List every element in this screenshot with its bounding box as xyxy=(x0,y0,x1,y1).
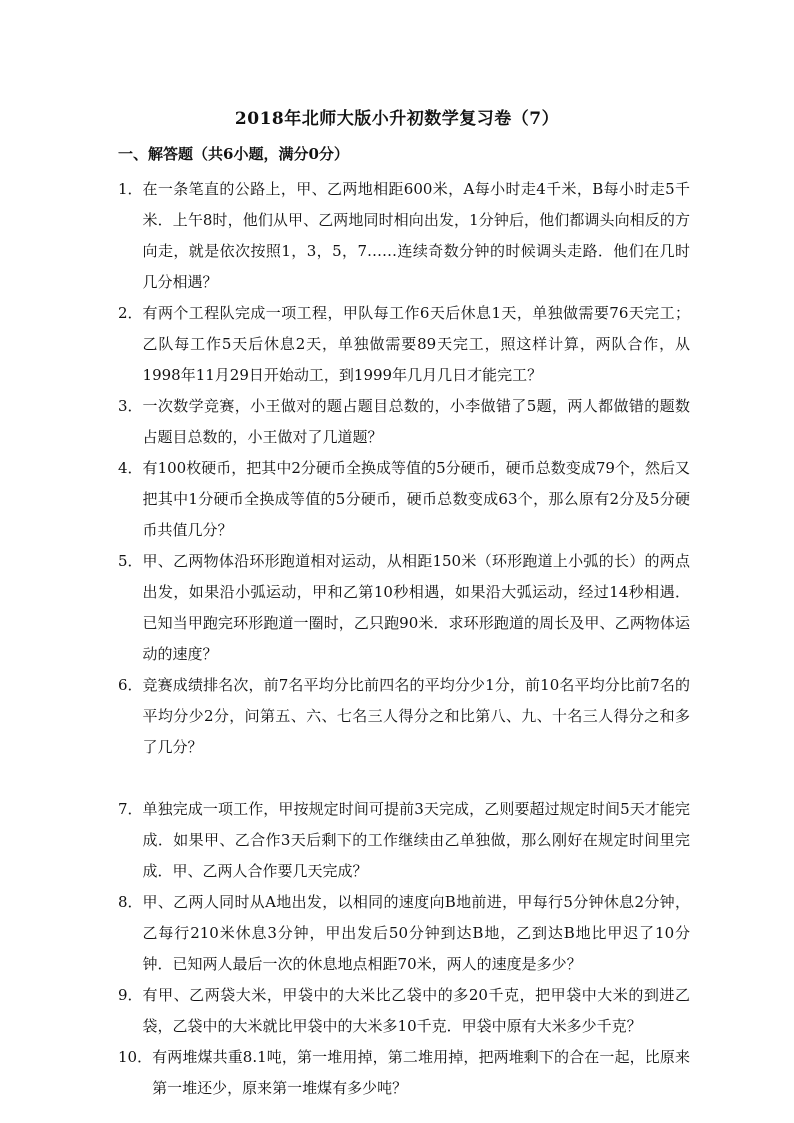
question-number: 10． xyxy=(118,1048,153,1066)
question-text: 甲、乙两物体沿环形跑道相对运动，从相距150米（环形跑道上小弧的长）的两点出发，如果沿小弧运动，甲和乙第10秒相遇，如果沿大弧运动，经过14秒相遇．已知当甲跑完环形跑道一圈时，乙只跑90米．求环形跑道的周长及甲、乙两物体运动的速度？ xyxy=(142,552,690,663)
question-text: 在一条笔直的公路上，甲、乙两地相距600米，A每小时走4千米，B每小时走5千米．上午8时，他们从甲、乙两地同时相向出发，1分钟后，他们都调头向相反的方向走，就是依次按照1，3，5，7……连续奇数分钟的时候调头走路．他们在几时几分相遇？ xyxy=(142,180,690,291)
question-number: 3． xyxy=(118,397,143,415)
question-number: 2． xyxy=(118,304,143,322)
question-text: 一次数学竞赛，小王做对的题占题目总数的，小李做错了5题，两人都做错的题数占题目总数的，小王做对了几道题？ xyxy=(142,397,690,446)
question-3 xyxy=(118,391,690,453)
question-9 xyxy=(118,980,690,1042)
question-number: 8． xyxy=(118,893,143,911)
question-text: 竞赛成绩排名次，前7名平均分比前四名的平均分少1分，前10名平均分比前7名的平均分少2分，问第五、六、七名三人得分之和比第八、九、十名三人得分之和多了几分？ xyxy=(142,676,690,756)
question-number: 1． xyxy=(118,180,143,198)
question-4 xyxy=(118,453,690,546)
question-6 xyxy=(118,670,690,763)
question-text: 有甲、乙两袋大米，甲袋中的大米比乙袋中的多20千克，把甲袋中大米的到进乙袋，乙袋中的大米就比甲袋中的大米多10千克．甲袋中原有大米多少千克？ xyxy=(142,986,690,1035)
question-text: 有100枚硬币，把其中2分硬币全换成等值的5分硬币，硬币总数变成79个，然后又把其中1分硬币全换成等值的5分硬币，硬币总数变成63个，那么原有2分及5分硬币共值几分？ xyxy=(142,459,690,539)
question-10 xyxy=(118,1042,690,1104)
question-number: 6． xyxy=(118,676,143,694)
question-number: 4． xyxy=(118,459,143,477)
question-1 xyxy=(118,174,690,298)
question-text: 有两个工程队完成一项工程，甲队每工作6天后休息1天，单独做需要76天完工；乙队每工作5天后休息2天，单独做需要89天完工，照这样计算，两队合作，从1998年11月29日开始动工，到1999年几月几日才能完工？ xyxy=(142,304,690,384)
question-number: 7． xyxy=(118,800,143,818)
question-8 xyxy=(118,887,690,980)
question-number: 9． xyxy=(118,986,143,1004)
section-heading: 一、解答题（共6小题，满分0分） xyxy=(118,145,349,163)
document-title: 2018年北师大版小升初数学复习卷（7） xyxy=(234,109,560,129)
question-text: 甲、乙两人同时从A地出发，以相同的速度向B地前进，甲每行5分钟休息2分钟，乙每行210米休息3分钟，甲出发后50分钟到达B地，乙到达B地比甲迟了10分钟．已知两人最后一次的休息地点相距70米，两人的速度是多少？ xyxy=(142,893,690,973)
question-5 xyxy=(118,546,690,670)
question-text: 单独完成一项工作，甲按规定时间可提前3天完成，乙则要超过规定时间5天才能完成．如果甲、乙合作3天后剩下的工作继续由乙单独做，那么刚好在规定时间里完成．甲、乙两人合作要几天完成？ xyxy=(142,800,690,880)
question-2 xyxy=(118,298,690,391)
question-list xyxy=(118,174,690,1104)
question-text: 有两堆煤共重8.1吨，第一堆用掉，第二堆用掉，把两堆剩下的合在一起，比原来第一堆还少，原来第一堆煤有多少吨？ xyxy=(152,1048,690,1097)
question-7 xyxy=(118,794,690,887)
question-number: 5． xyxy=(118,552,143,570)
